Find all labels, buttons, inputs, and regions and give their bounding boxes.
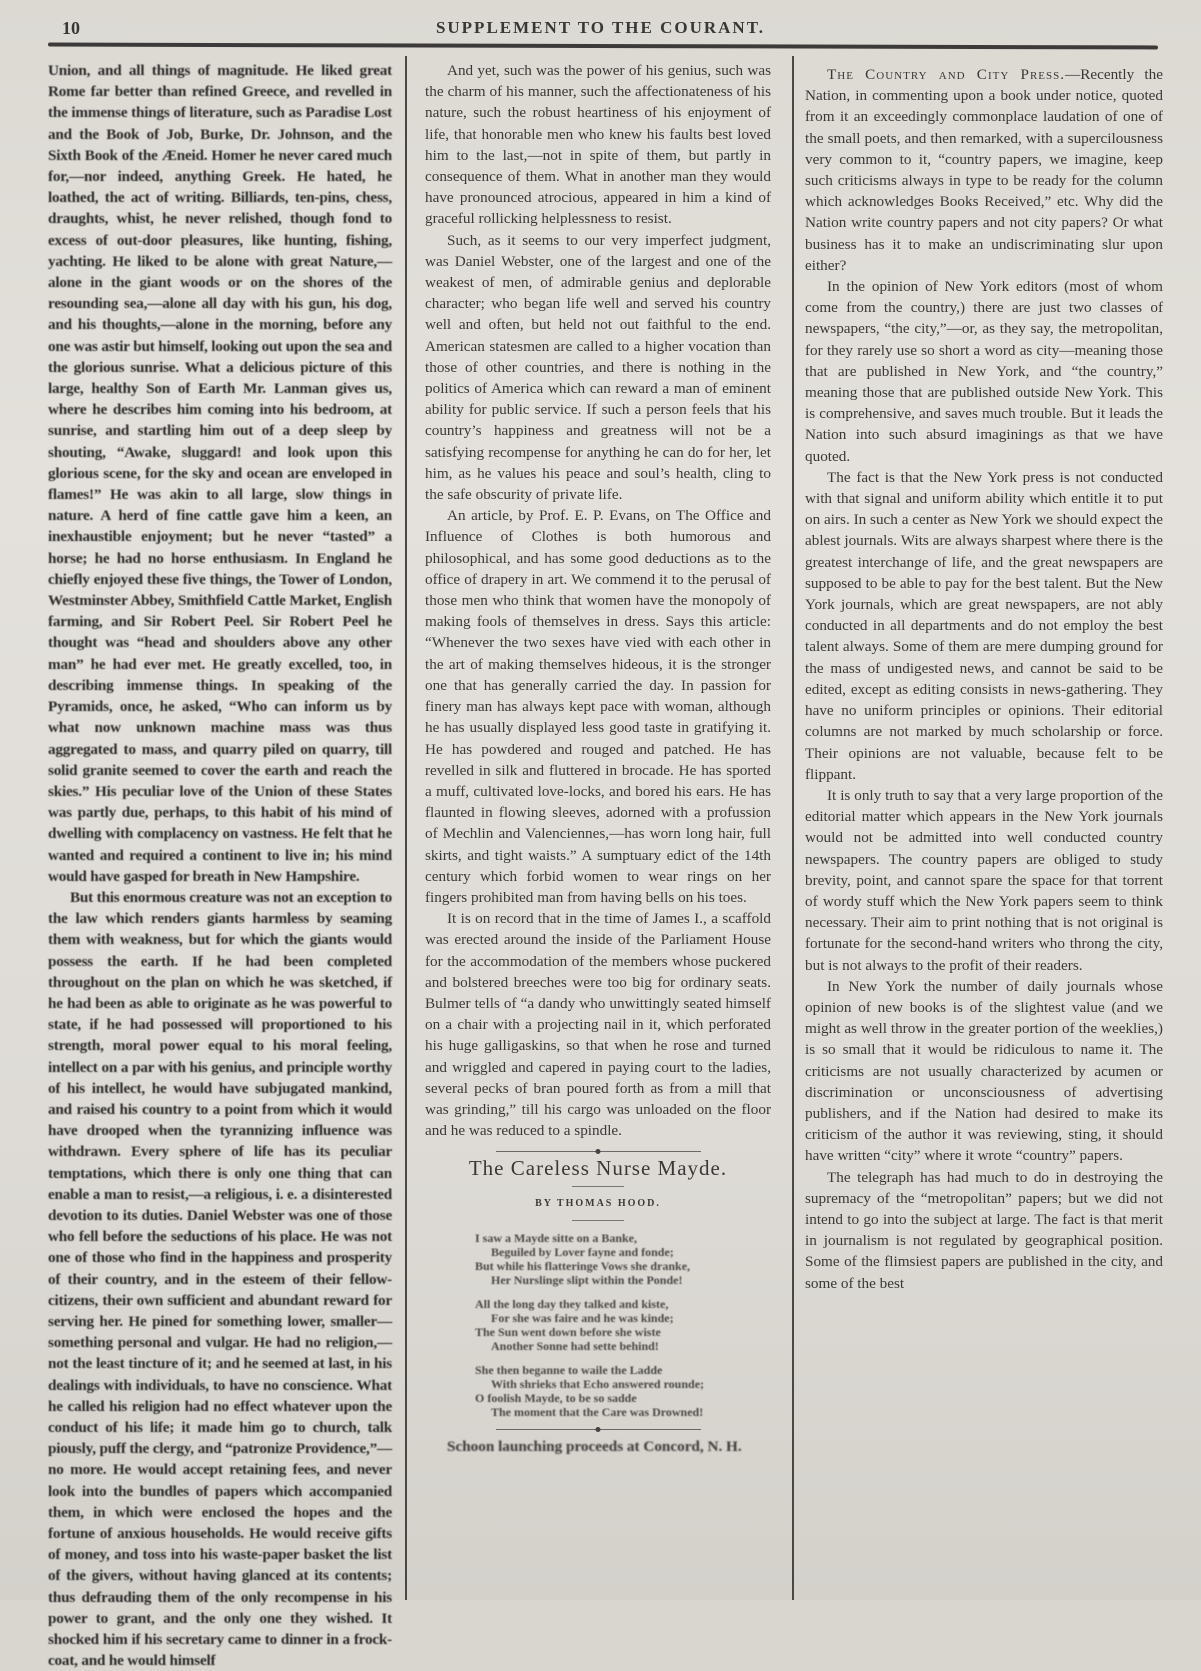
page-number: 10 — [62, 18, 80, 38]
paragraph: Union, and all things of magnitude. He liked great Rome far better than refined Greece, and revelled in the immense things of literature, such as Paradise Lost and the Book of Job, Burke, Dr. Johnson, and the Sixth Book of the Æneid. Homer he never cared much for,—nor indeed, anything Greek. He hated, he loathed, the act of writing. Billiards, ten-pins, chess, draughts, whist, he never relished, though fond to excess of out-door pleasures, like hunting, fishing, yachting. He liked to be alone with great Nature,—alone in the giant woods or on the shores of the resounding sea,—alone all day with his gun, his dog, and his thoughts,—alone in the morning, before any one was astir but himself, looking out upon the sea and the glorious sunrise. What a delicious picture of this large, healthy Son of Earth Mr. Lanman gives us, where he describes him coming into his bedroom, at sunrise, and startling him out of a deep sleep by shouting, “Awake, sluggard! and look upon this glorious scene, for the sky and ocean are enveloped in flames!” He was akin to all large, slow things in nature. A herd of fine cattle gave him a keen, an inexhaustible enjoyment; but he never “tasted” a horse; he had no horse enthusiasm. In England he chiefly enjoyed these five things, the Tower of London, Westminster Abbey, Smithfield Cattle Market, English farming, and Sir Robert Peel. Sir Robert Peel he thought was “head and shoulders above any other man” he had ever met. He greatly excelled, too, in describing immense things. In speaking of the Pyramids, once, he asked, “Who can inform us by what now unknown machine mass was thus aggregated to mass, and quarry piled on quarry, till solid granite seemed to cover the earth and reach the skies.” His peculiar love of the Union of these States was partly due, perhaps, to this habit of his mind of dwelling with complacency on vastness. He felt that he wanted and required a continent to live in; his mind would have gasped for breath in New Hampshire. — [48, 62, 392, 885]
short-rule — [572, 1186, 624, 1187]
paragraph: Schoon launching proceeds at Concord, N. H. — [447, 1437, 742, 1455]
paragraph: But this enormous creature was not an exception to the law which renders giants harmless by seaming them with weakness, but for which the giants would possess the earth. If he had been completed throughout on the plan on which he was sketched, if he had been as able to originate as he was powerful to state, if he had possessed will proportioned to his strength, moral power equal to his moral feeling, intellect on a par with his genius, and principle worthy of his intellect, he would have subjugated mankind, and raised his country to a point from which it would have drooped when the tyrannizing influence was withdrawn. Every sphere of life has its peculiar temptations, which there is only one thing that can enable a man to resist,—a religious, i. e. a disinterested devotion to its duties. Daniel Webster was one of those who fell before the seductions of his place. He was not one of those who find in the happiness and prosperity of their country, and in the esteem of their fellow-citizens, their own sufficient and abundant reward for serving her. He pined for something lower, smaller—something personal and vulgar. He had no religion,—not the least tincture of it; and he seemed at last, in his dealings with individuals, to have no conscience. What he called his religion had no effect whatever upon the conduct of his life; it made him go to church, talk piously, puff the clergy, and “patronize Providence,”—no more. He would accept retaining fees, and never look into the bundles of papers which accompanied them, in which were enclosed the hopes and the fortune of anxious households. He would receive gifts of money, and toss into his waste-paper basket the list of the givers, without having glanced at its contents; thus defrauding them of the only recompense in his power to grant, and the only one they wished. It shocked him if his secretary came to dinner in a frock-coat, and he would himself — [48, 888, 392, 1670]
paragraph-text: —Recently the Nation, in commenting upon a book under notice, quoted from it an exceedingly commonplace laudation of one of the small poets, and then remarked, with a supercilousness very common to it, “country papers, we imagine, keep such criticisms always in type to be ready for the column which acknowledges Books Received,” etc. Why did the Nation write country papers and not city papers? Or what business has it to make an undiscriminating slur upon either? — [805, 66, 1163, 274]
paragraph: The telegraph has had much to do in destroying the supremacy of the “metropolitan” papers; but we did not intend to go into the subject at large. The fact is that merit in journalism is not regulated by geographical position. Some of the flimsiest papers are published in the city, and some of the best — [805, 1168, 1163, 1292]
poem-line: Another Sonne had sette behind! — [491, 1338, 659, 1353]
column-1 — [48, 60, 392, 1671]
ornamental-rule — [496, 1429, 701, 1430]
poem-line: But while his flatteringe Vows she dranke, — [475, 1258, 691, 1273]
column-rule-2 — [792, 56, 794, 1600]
poem-line: Her Nurslinge slipt within the Ponde! — [491, 1272, 683, 1287]
column-2 — [425, 60, 771, 1457]
poem-line: The moment that the Care was Drowned! — [491, 1404, 704, 1419]
poem-line: All the long day they talked and kiste, — [475, 1296, 669, 1311]
page-header — [0, 12, 1201, 42]
poem-byline: BY THOMAS HOOD. — [535, 1197, 661, 1209]
ornamental-rule — [496, 1151, 701, 1152]
poem-line: With shrieks that Echo answered rounde; — [491, 1376, 705, 1391]
paragraph: The fact is that the New York press is not conducted with that signal and uniform ability which entitle it to put on airs. In such a center as New York we should expect the ablest journals. Wits are always sharpest where there is the greatest interchange of life, and the great newspapers are supposed to be able to pay for the best talent. But the New York journals, which are great newspapers, are not ably conducted in all departments and do not employ the best talent always. Some of them are mere dumping ground for the mass of undigested news, and cannot be said to be edited, except as editing consists in news-gathering. They have no uniform principles or opinions. Their editorial columns are not marked by much scholarship or force. Their opinions are not valuable, because felt to be flippant. — [805, 468, 1163, 783]
poem-stanza — [475, 1231, 771, 1287]
poem-line: She then beganne to waile the Ladde — [475, 1362, 663, 1377]
poem-line: The Sun went down before she wiste — [475, 1324, 661, 1339]
paragraph: In the opinion of New York editors (most of whom come from the country,) there are just two classes of newspapers, “the city,”—or, as they say, the metropolitan, for they rarely use so short a word as city—meaning those that are published in New York, and “the country,” meaning those that are published outside New York. This is comprehensive, and saves much trouble. But it leads the Nation into such absurd imaginings as that we have quoted. — [805, 278, 1163, 465]
paragraph: It is only truth to say that a very large proportion of the editorial matter which appears in the New York journals would not be admitted into well conducted country newspapers. The country papers are obliged to study brevity, point, and cannot spare the space for that torrent of wordy stuff which the New York papers seem to think necessary. Their aim to print nothing that is not original is fortunate for the second-hand writers who throng the city, but is not always to the profit of their readers. — [805, 786, 1163, 974]
poem-line: I saw a Mayde sitte on a Banke, — [475, 1230, 638, 1245]
running-head: SUPPLEMENT TO THE COURANT. — [435, 18, 766, 37]
column-rule-1 — [405, 56, 407, 1600]
column-3 — [805, 64, 1163, 1294]
poem-stanza — [475, 1363, 771, 1419]
poem-title: The Careless Nurse Mayde. — [468, 1156, 728, 1181]
short-rule — [572, 1220, 624, 1221]
paragraph — [805, 64, 1163, 276]
header-rule — [48, 43, 1158, 50]
paragraph: And yet, such was the power of his genius, such was the charm of his manner, such the affectionateness of his nature, such the robust heartiness of his enjoyment of life, that honorable men who knew his faults best loved him to the last,—not in spite of them, but partly in consequence of them. What in another man they would have pronounced atrocious, appeared in him a kind of graceful rollicking helplessness to resist. — [425, 62, 771, 228]
poem-line: For she was faire and he was kinde; — [491, 1310, 674, 1325]
poem-line: Beguiled by Lover fayne and fonde; — [491, 1244, 674, 1259]
paragraph: It is on record that in the time of James I., a scaffold was erected around the inside of the Parliament House for the accommodation of the members whose puckered and bolstered breeches were too big for ordinary seats. Bulmer tells of “a dandy who unwittingly seated himself on a chair with a projecting nail in it, which perforated his huge galligaskins, so that when he rose and turned and wriggled and capered in paying court to the ladies, several pecks of bran poured forth as from a mill that was grinding,” till his cargo was unloaded on the floor and he was reduced to a spindle. — [425, 910, 771, 1140]
paragraph: An article, by Prof. E. P. Evans, on The Office and Influence of Clothes is both humorous and philosophical, and has some good deductions as to the office of drapery in art. We commend it to the perusal of those men who think that women have the monopoly of making fools of themselves in dress. Says this article: “Whenever the two sexes have vied with each other in the art of making themselves hideous, it is the stronger one that has generally carried the day. In passion for finery man has always kept pace with woman, although he has usually displayed less good taste in gratifying it. He has powdered and rouged and patched. He has revelled in silk and fluttered in brocade. He has sported a muff, cultivated love-locks, and bored his ears. He has flaunted in flowing sleeves, adorned with a profussion of Mechlin and Valenciennes,—has worn long hair, full skirts, and tight waists.” A sumptuary edict of the 14th century which forbid women to wear rings on her fingers prohibited man from having bells on his toes. — [425, 507, 771, 906]
poem-stanza — [475, 1297, 771, 1353]
section-heading: The Country and City Press. — [827, 66, 1066, 83]
paragraph: In New York the number of daily journals whose opinion of new books is of the slightest value (and we might as well throw in the greater portion of the weeklies,) is so small that it would be ridiculous to name it. The criticisms are not usually characterized by acumen or discrimination or unconsciousness of advertising publishers, and if the Nation had desired to make its criticism of the author it was reviewing, sting, it should have written “city” where it wrote “country” papers. — [805, 977, 1163, 1165]
paragraph: Such, as it seems to our very imperfect judgment, was Daniel Webster, one of the largest and one of the weakest of men, of admirable genius and deplorable character; who began life well and served his country well and often, but held not out faithful to the end. American statesmen are called to a higher vocation than those of other countries, and there is nothing in the politics of America which can reward a man of eminent ability for public service. If such a person feels that his country’s happiness and greatness will not be a satisfying recompense for anything he can do for her, let him, as he values his peace and soul’s health, cling to the safe obscurity of private life. — [425, 231, 771, 504]
poem-line: O foolish Mayde, to be so sadde — [475, 1390, 637, 1405]
